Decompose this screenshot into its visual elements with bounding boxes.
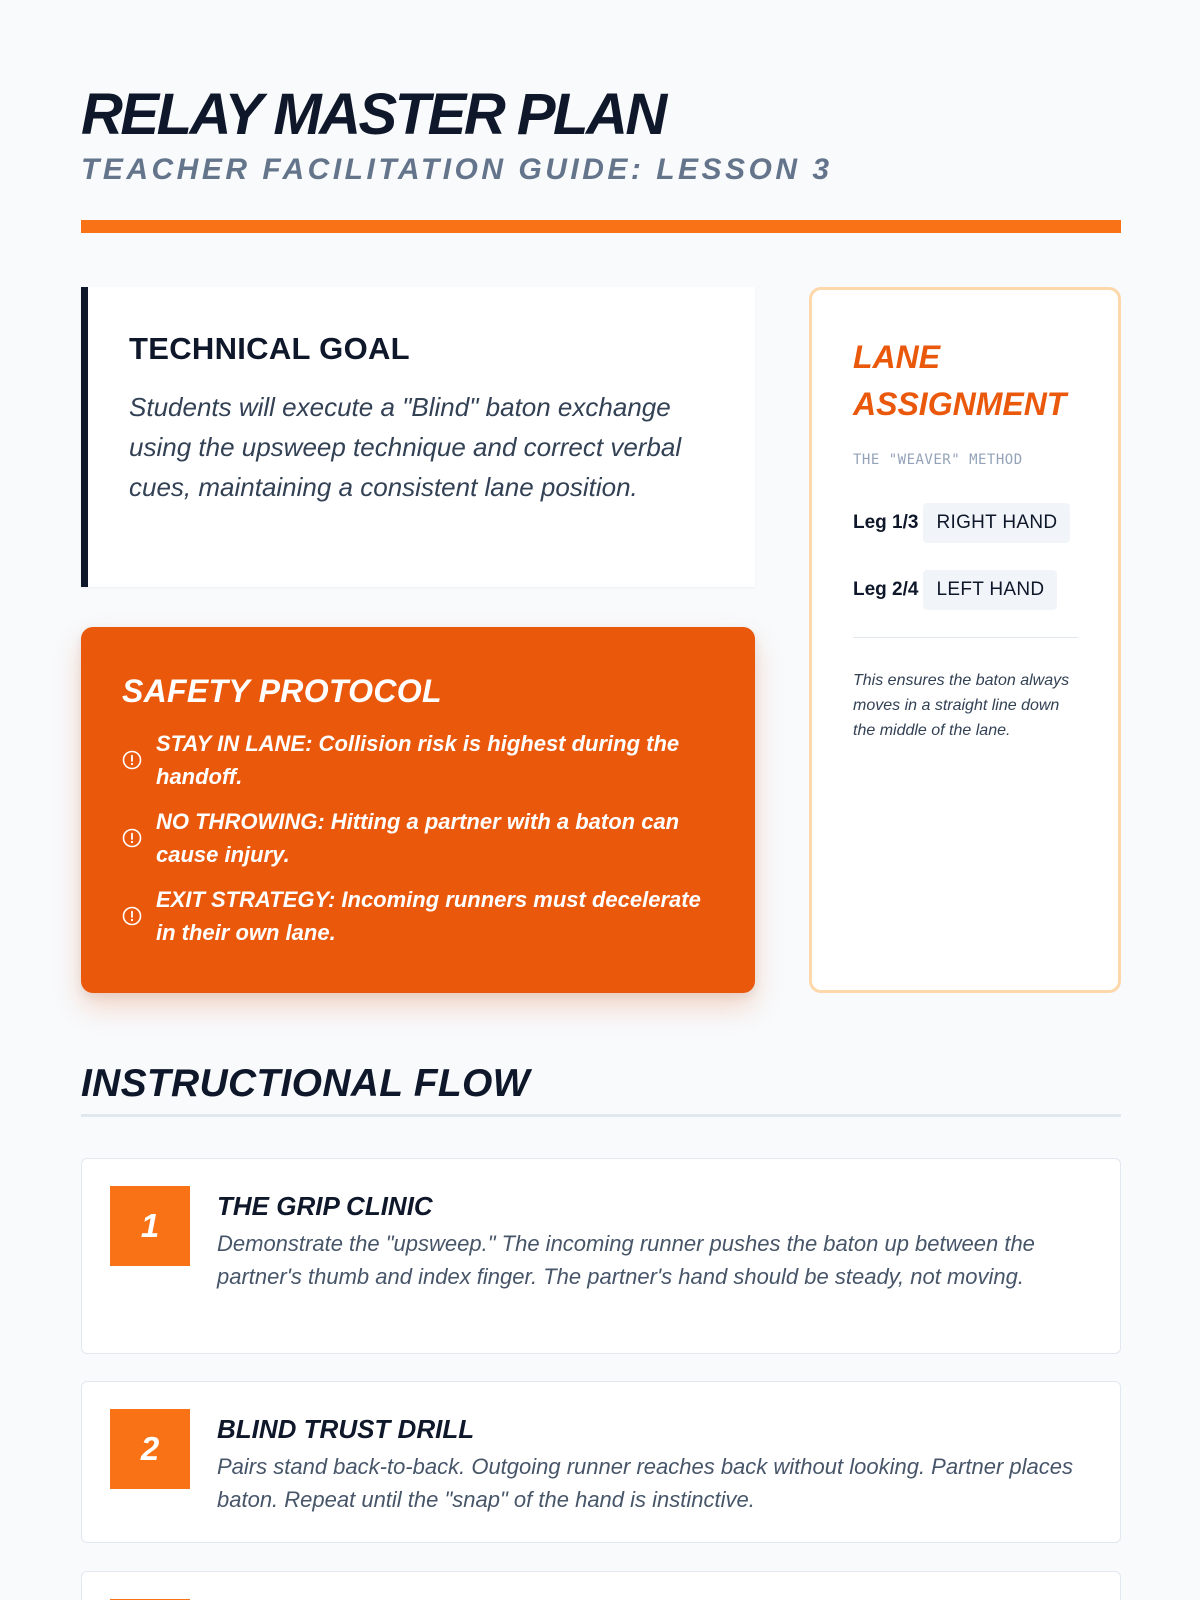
lane-method-label: THE "WEAVER" METHOD <box>853 452 1023 468</box>
lane-assignment-card <box>809 287 1121 993</box>
leg-label: Leg 1/3 <box>853 512 919 533</box>
flow-divider <box>81 1114 1121 1117</box>
safety-list <box>122 727 722 961</box>
lane-divider <box>853 637 1078 638</box>
safety-protocol-title: SAFETY PROTOCOL <box>122 673 442 709</box>
safety-item-text: NO THROWING: Hitting a partner with a baton can cause injury. <box>156 809 680 867</box>
page-title: RELAY MASTER PLAN <box>81 82 665 147</box>
step-number-badge: 1 <box>110 1186 190 1266</box>
lane-assignment-title: LANE ASSIGNMENT <box>853 339 1067 422</box>
step-text: Demonstrate the "upsweep." The incoming runner pushes the baton up between the partner's thumb and index finger. The partner's hand should be steady, not moving. <box>217 1231 1035 1289</box>
flow-step-2 <box>81 1381 1121 1543</box>
technical-goal-text: Students will execute a "Blind" baton exchange using the upsweep technique and correct verbal cues, maintaining a consistent lane position. <box>129 392 682 502</box>
safety-item <box>122 883 722 949</box>
leg-row-1-3 <box>853 503 1070 543</box>
flow-step-3 <box>81 1571 1121 1600</box>
hand-chip: LEFT HAND <box>923 570 1057 610</box>
leg-label: Leg 2/4 <box>853 579 919 600</box>
step-number-badge: 2 <box>110 1409 190 1489</box>
alert-circle-icon <box>122 828 142 848</box>
safety-protocol-card <box>81 627 755 993</box>
flow-step-1 <box>81 1158 1121 1354</box>
instructional-flow-heading: INSTRUCTIONAL FLOW <box>81 1062 530 1105</box>
step-title: THE GRIP CLINIC <box>217 1191 433 1221</box>
lane-note: This ensures the baton always moves in a straight line down the middle of the lane. <box>853 672 1070 739</box>
safety-item-text: EXIT STRATEGY: Incoming runners must decelerate in their own lane. <box>156 887 701 945</box>
safety-item <box>122 727 722 793</box>
alert-circle-icon <box>122 906 142 926</box>
page-subtitle: TEACHER FACILITATION GUIDE: LESSON 3 <box>81 153 833 186</box>
technical-goal-card <box>81 287 755 587</box>
step-title: BLIND TRUST DRILL <box>217 1414 475 1444</box>
header-divider <box>81 220 1121 233</box>
technical-goal-title: TECHNICAL GOAL <box>129 331 410 366</box>
leg-row-2-4 <box>853 570 1057 610</box>
step-text: Pairs stand back-to-back. Outgoing runner reaches back without looking. Partner places baton. Repeat until the "snap" of the hand is instinctive. <box>217 1454 1074 1512</box>
alert-circle-icon <box>122 750 142 770</box>
safety-item <box>122 805 722 871</box>
safety-item-text: STAY IN LANE: Collision risk is highest during the handoff. <box>156 731 680 789</box>
hand-chip: RIGHT HAND <box>923 503 1070 543</box>
